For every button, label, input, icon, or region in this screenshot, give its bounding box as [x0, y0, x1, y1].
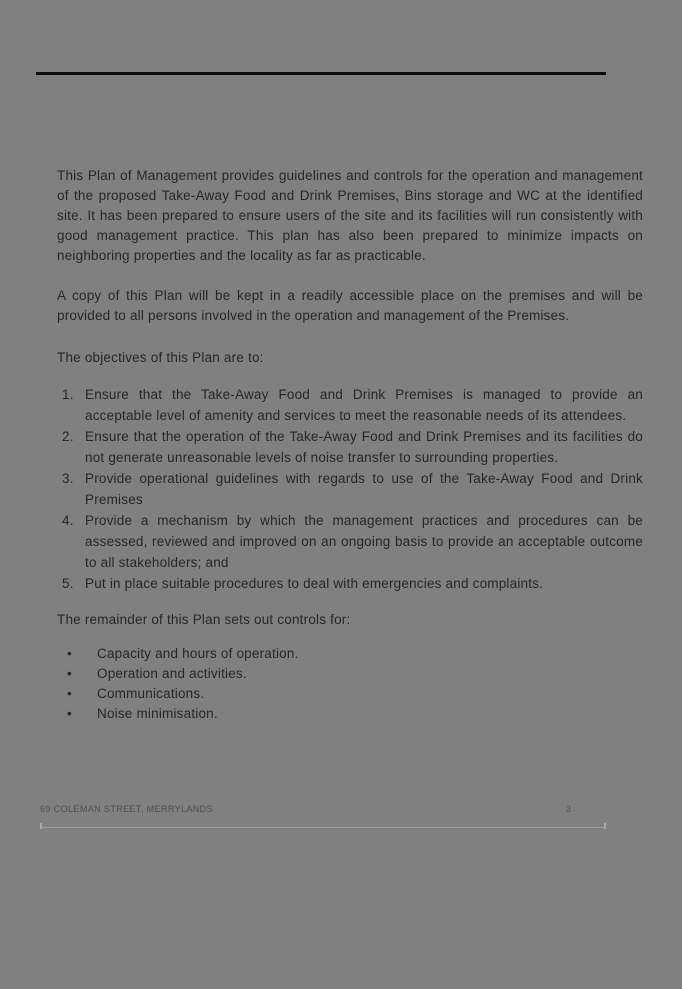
remainder-intro: The remainder of this Plan sets out controls for:	[57, 612, 351, 627]
numbered-item-marker: 5.	[62, 576, 74, 591]
bullet-item-1	[57, 644, 643, 664]
numbered-item-1	[57, 384, 643, 426]
page-footer	[0, 804, 682, 820]
footer-rule	[40, 827, 606, 828]
bullet-item-2	[57, 664, 643, 684]
objectives-numbered-list	[57, 384, 643, 594]
numbered-item-text: Provide a mechanism by which the management practices and procedures can be assessed, reviewed and improved on an ongoing basis to provide an acceptable outcome to all stakeholders; and	[85, 513, 643, 570]
bullet-item-3	[57, 684, 643, 704]
numbered-item-text: Ensure that the Take-Away Food and Drink Premises is managed to provide an acceptable level of amenity and services to meet the reasonable needs of its attendees.	[85, 387, 643, 423]
numbered-item-text: Put in place suitable procedures to deal with emergencies and complaints.	[85, 576, 544, 591]
document-body	[57, 166, 643, 724]
numbered-item-5	[57, 573, 643, 594]
bullet-item-4	[57, 704, 643, 724]
controls-bullet-list	[57, 644, 643, 724]
bullet-item-text: Operation and activities.	[97, 666, 247, 681]
numbered-item-text: Ensure that the operation of the Take-Away Food and Drink Premises and its facilities do not generate unreasonable levels of noise transfer to surrounding properties.	[85, 429, 643, 465]
bullet-icon: •	[67, 666, 72, 681]
objectives-intro: The objectives of this Plan are to:	[57, 350, 264, 365]
bullet-icon: •	[67, 686, 72, 701]
numbered-item-3	[57, 468, 643, 510]
numbered-item-text: Provide operational guidelines with regards to use of the Take-Away Food and Drink Premises	[85, 471, 643, 507]
bullet-item-text: Communications.	[97, 686, 205, 701]
bullet-item-text: Noise minimisation.	[97, 706, 218, 721]
numbered-item-marker: 3.	[62, 471, 74, 486]
bullet-item-text: Capacity and hours of operation.	[97, 646, 299, 661]
header-rule	[36, 72, 606, 75]
numbered-item-marker: 4.	[62, 513, 74, 528]
numbered-item-marker: 2.	[62, 429, 74, 444]
footer-rule-right-tick	[604, 823, 606, 829]
body-paragraph-2: A copy of this Plan will be kept in a readily accessible place on the premises and will be provided to all persons involved in the operation and management of the Premises.	[57, 288, 643, 323]
footer-rule-left-tick	[40, 823, 42, 829]
numbered-item-4	[57, 510, 643, 573]
numbered-item-marker: 1.	[62, 387, 74, 402]
footer-page-number: 3	[566, 804, 572, 814]
numbered-item-2	[57, 426, 643, 468]
body-paragraph-1: This Plan of Management provides guidelines and controls for the operation and management of the proposed Take-Away Food and Drink Premises, Bins storage and WC at the identified site. It has been prepared to ensure users of the site and its facilities will run consistently with good management practice. This plan has also been prepared to minimize impacts on neighboring properties and the locality as far as practicable.	[57, 168, 643, 263]
bullet-icon: •	[67, 706, 72, 721]
footer-address: 69 COLEMAN STREET, MERRYLANDS	[40, 804, 213, 814]
bullet-icon: •	[67, 646, 72, 661]
